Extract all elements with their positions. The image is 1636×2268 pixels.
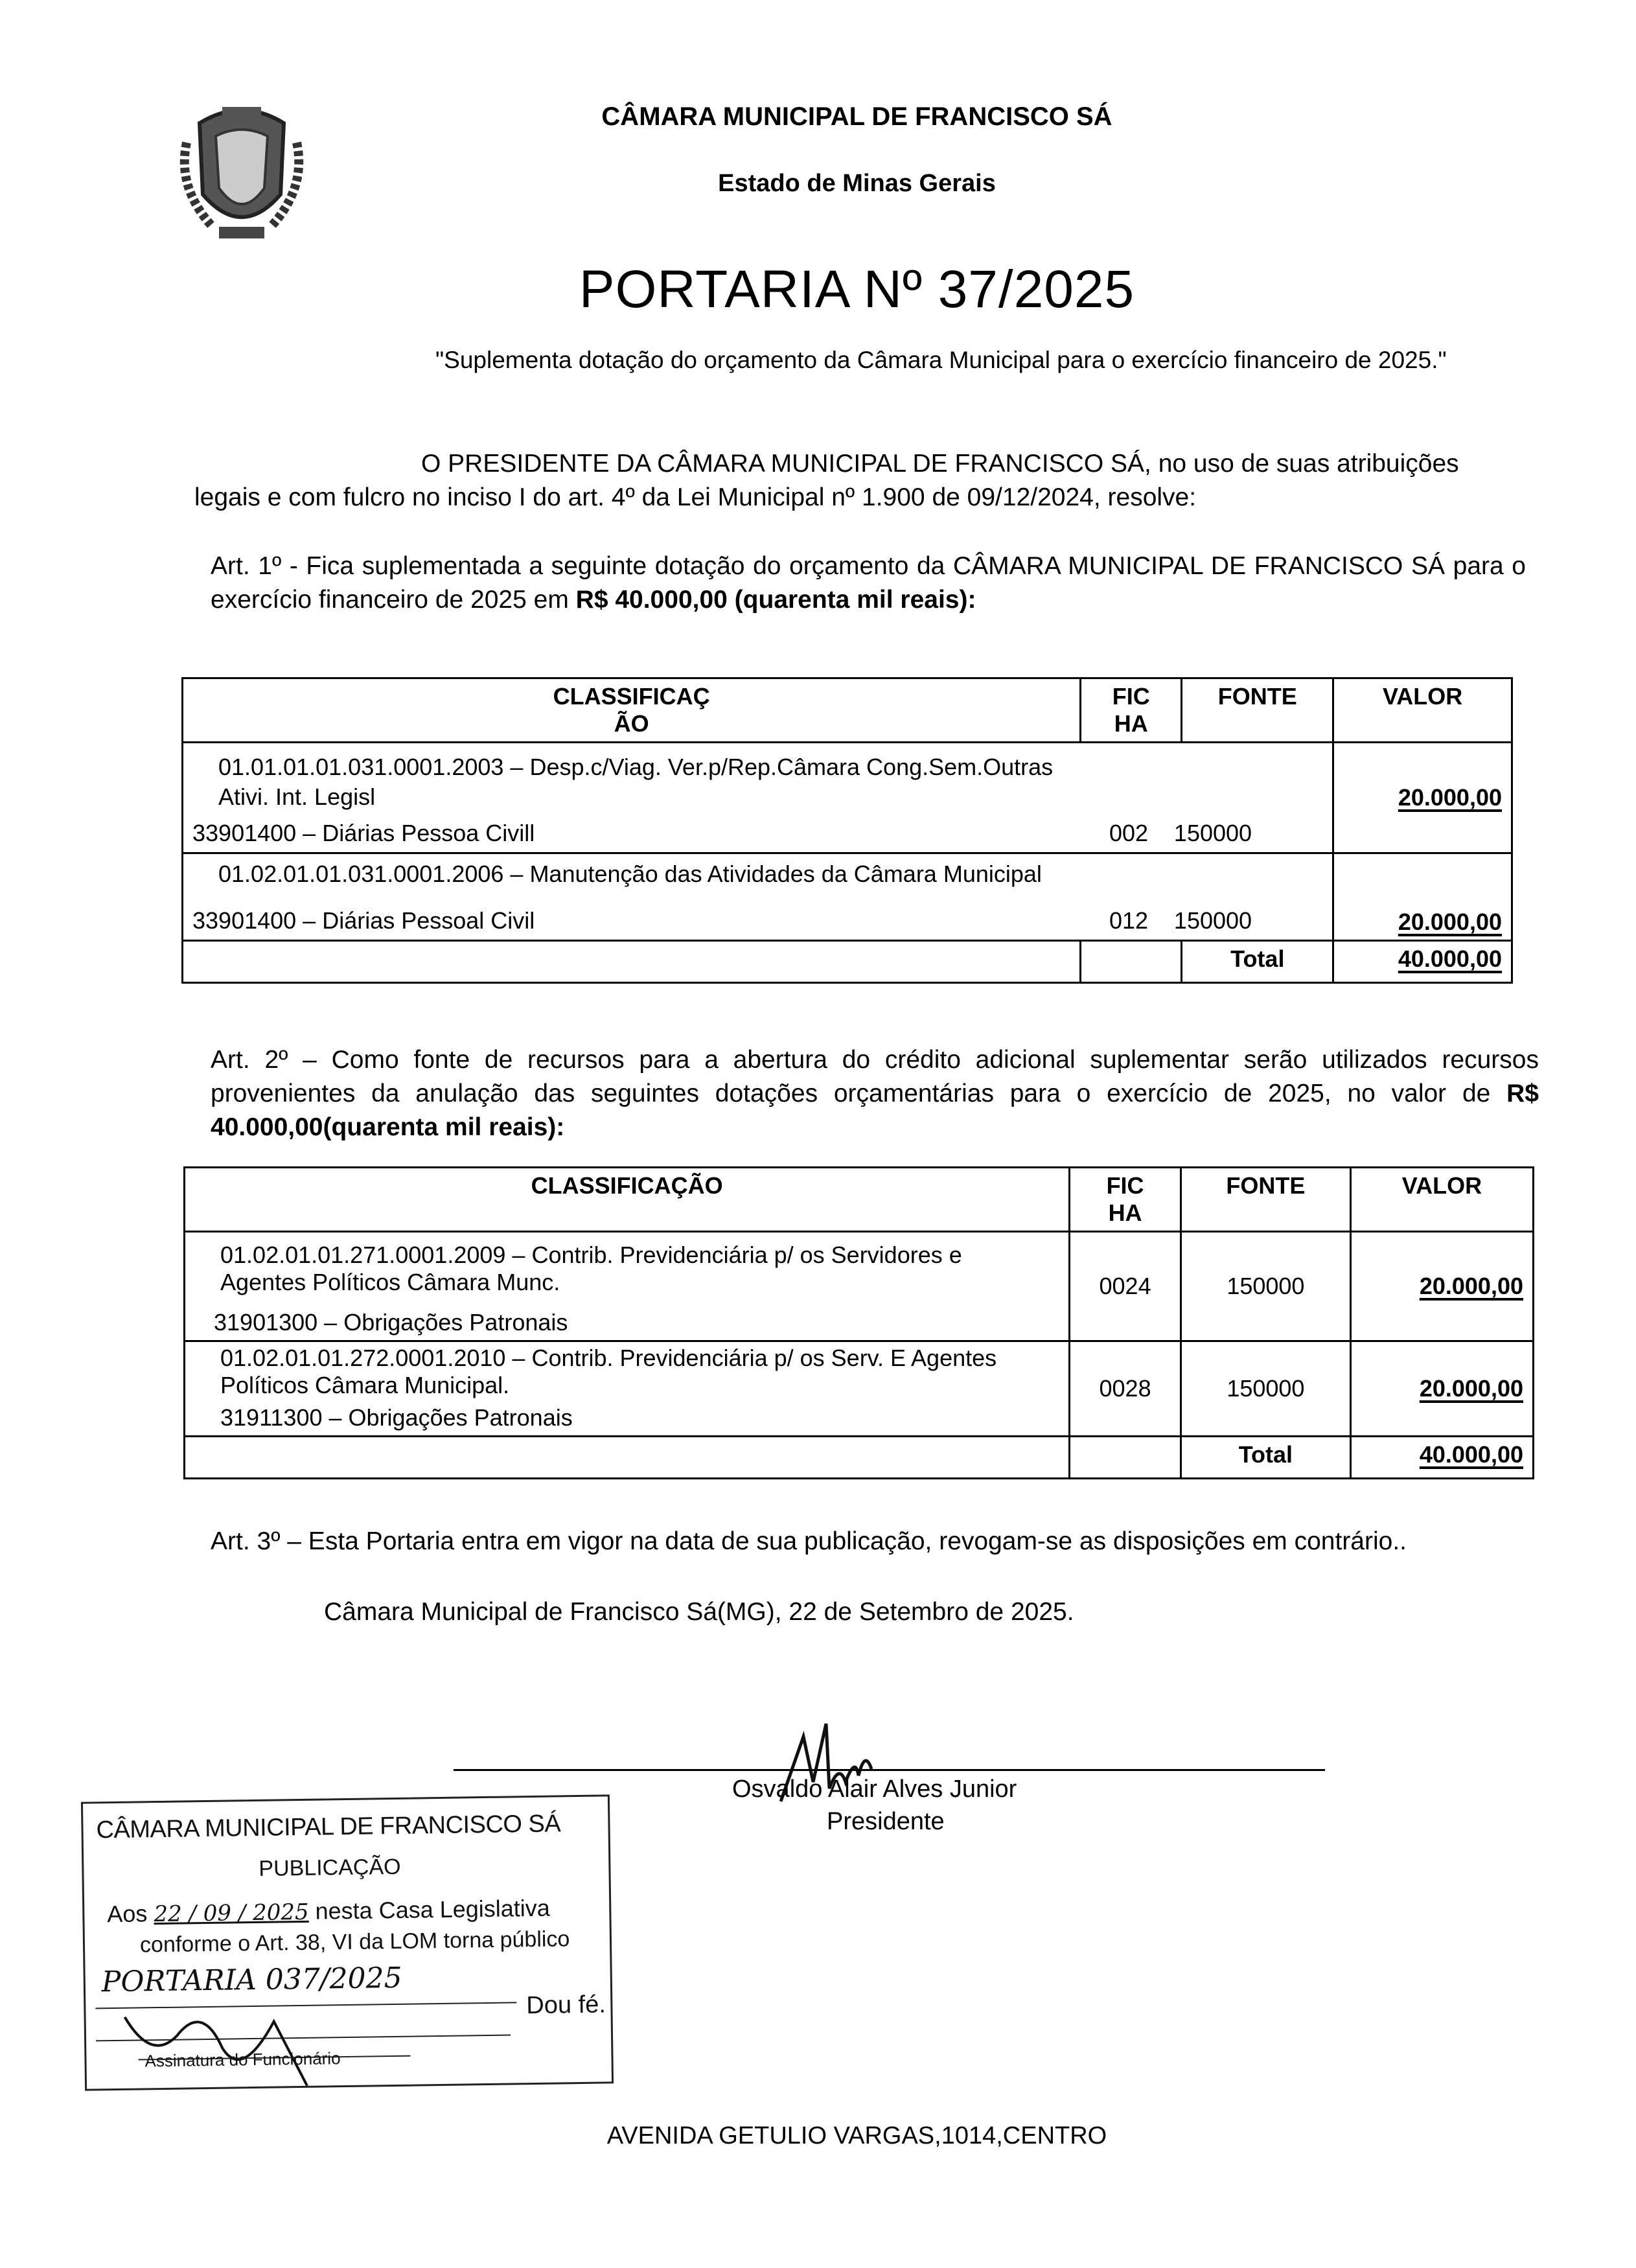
row-fonte: 150000 [1181,1232,1350,1341]
table-row [183,853,1512,941]
signatory-role: Presidente [827,1808,945,1835]
row-elemento: 33901400 – Diárias Pessoal Civil [192,907,535,934]
article-1-amount: R$ 40.000,00 (quarenta mil reais): [575,586,976,614]
preamble-line-1: O PRESIDENTE DA CÂMARA MUNICIPAL DE FRANCISCO SÁ, no uso de suas atribuições [421,450,1459,478]
total-row [185,1437,1534,1479]
header-classificacao: CLASSIFICAÇÃO [185,1168,1070,1232]
row-ficha: 012 [1109,907,1149,934]
row-ficha: 002 [1109,820,1149,846]
header-ficha-l1: FIC [1106,1172,1144,1199]
stamp-handwritten-date: 22 / 09 / 2025 [154,1899,309,1928]
row-ficha: 0028 [1070,1341,1181,1437]
table-header-row [185,1168,1534,1232]
stamp-institution: CÂMARA MUNICIPAL DE FRANCISCO SÁ [96,1810,561,1844]
row-elemento: 31901300 – Obrigações Patronais [214,1309,568,1336]
row-fonte: 150000 [1181,1341,1350,1437]
row-dotacao: 01.02.01.01.272.0001.2010 – Contrib. Previdenciária p/ os Serv. E Agentes [220,1345,997,1371]
row-dotacao: 01.02.01.01.031.0001.2006 – Manutenção das Atividades da Câmara Municipal [218,861,1042,887]
row-valor: 20.000,00 [1333,743,1512,853]
row-elemento-line [192,818,1323,848]
row-classificacao [183,853,1333,941]
row-valor: 20.000,00 [1350,1232,1533,1341]
supplement-table [181,677,1513,984]
signature-line [454,1769,1325,1771]
signatory-name: Osvaldo Alair Alves Junior [732,1776,1017,1803]
row-dotacao-cont: Agentes Políticos Câmara Munc. [220,1269,560,1295]
header-classificacao-l2: ÃO [614,710,649,737]
row-fonte: 150000 [1173,907,1252,934]
row-classificacao [185,1232,1070,1341]
page-title: PORTARIA Nº 37/2025 [579,260,1135,319]
stamp-heading: PUBLICAÇÃO [259,1854,401,1881]
total-empty-1 [183,941,1081,983]
total-empty-2 [1070,1437,1181,1479]
row-dotacao: 01.01.01.01.031.0001.2003 – Desp.c/Viag. Ver.p/Rep.Câmara Cong.Sem.Outras [218,754,1054,780]
total-empty-2 [1081,941,1182,983]
article-1-text: Art. 1º - Fica suplementada a seguinte dotação do orçamento da CÂMARA MUNICIPAL DE FRANCISCO SÁ para o exercício financeiro de 2025 em [211,552,1526,614]
clerk-signature-icon [111,2007,385,2089]
header-valor: VALOR [1350,1168,1533,1232]
table-row [185,1232,1534,1341]
row-ficha: 0024 [1070,1232,1181,1341]
publication-stamp [81,1794,614,2090]
article-1 [211,550,1526,617]
preamble-line-2: legais e com fulcro no inciso I do art. 4º da Lei Municipal nº 1.900 de 09/12/2024, resolve: [194,483,1197,511]
date-line: Câmara Municipal de Francisco Sá(MG), 22 de Setembro de 2025. [324,1598,1074,1626]
article-2-text: Art. 2º – Como fonte de recursos para a abertura do crédito adicional suplementar serão utilizados recursos provenientes da anulação das seguintes dotações orçamentárias para o exercício de 2025, no valor de [211,1046,1539,1107]
stamp-date-line [107,1895,550,1928]
state-header: Estado de Minas Gerais [718,170,996,197]
row-valor: 20.000,00 [1350,1341,1533,1437]
stamp-line2: conforme o Art. 38, VI da LOM torna público [139,1927,570,1958]
total-row [183,941,1512,983]
row-fonte: 150000 [1173,820,1252,846]
annulment-table [183,1166,1534,1479]
header-classificacao-l1: CLASSIFICAÇ [553,683,710,710]
total-value: 40.000,00 [1333,941,1512,983]
row-valor: 20.000,00 [1333,853,1512,941]
footer-address: AVENIDA GETULIO VARGAS,1014,CENTRO [606,2122,1107,2149]
stamp-aos-label: Aos [107,1900,148,1928]
table-row [183,743,1512,853]
header-classificacao [183,678,1081,743]
row-classificacao [185,1341,1070,1437]
row-elemento: 31911300 – Obrigações Patronais [220,1404,573,1431]
row-elemento-line [192,906,1323,936]
article-2-amount: R$ 40.000,00(quarenta mil reais): [211,1080,1539,1141]
stamp-signature-caption: Assinatura do Funcionário [144,2048,341,2071]
article-3: Art. 3º – Esta Portaria entra em vigor na data de sua publicação, revogam-se as disposições em contrário.. [211,1527,1407,1555]
stamp-line1-rest: nesta Casa Legislativa [315,1894,551,1925]
table-header-row [183,678,1512,743]
article-2 [211,1043,1539,1144]
row-dotacao: 01.02.01.01.271.0001.2009 – Contrib. Previdenciária p/ os Servidores e [220,1242,962,1268]
row-dotacao-cont: Políticos Câmara Municipal. [220,1372,510,1398]
header-ficha [1070,1168,1181,1232]
row-elemento: 33901400 – Diárias Pessoa Civill [192,820,535,846]
header-fonte: FONTE [1181,1168,1350,1232]
stamp-handwritten-item: PORTARIA 037/2025 [101,1961,402,1999]
stamp-dou-fe: Dou fé. [526,1991,606,2020]
header-valor: VALOR [1333,678,1512,743]
total-value: 40.000,00 [1350,1437,1533,1479]
ementa: "Suplementa dotação do orçamento da Câmara Municipal para o exercício financeiro de 2025." [435,347,1447,373]
header-ficha [1081,678,1182,743]
institution-header: CÂMARA MUNICIPAL DE FRANCISCO SÁ [601,102,1112,131]
total-label: Total [1181,1437,1350,1479]
header-fonte: FONTE [1182,678,1333,743]
total-label: Total [1182,941,1333,983]
row-dotacao-cont: Ativi. Int. Legisl [218,783,376,810]
header-ficha-l2: HA [1114,710,1148,737]
row-classificacao [183,743,1333,853]
header-ficha-l2: HA [1108,1199,1142,1226]
header-ficha-l1: FIC [1112,683,1150,710]
table-row [185,1341,1534,1437]
total-empty-1 [185,1437,1070,1479]
